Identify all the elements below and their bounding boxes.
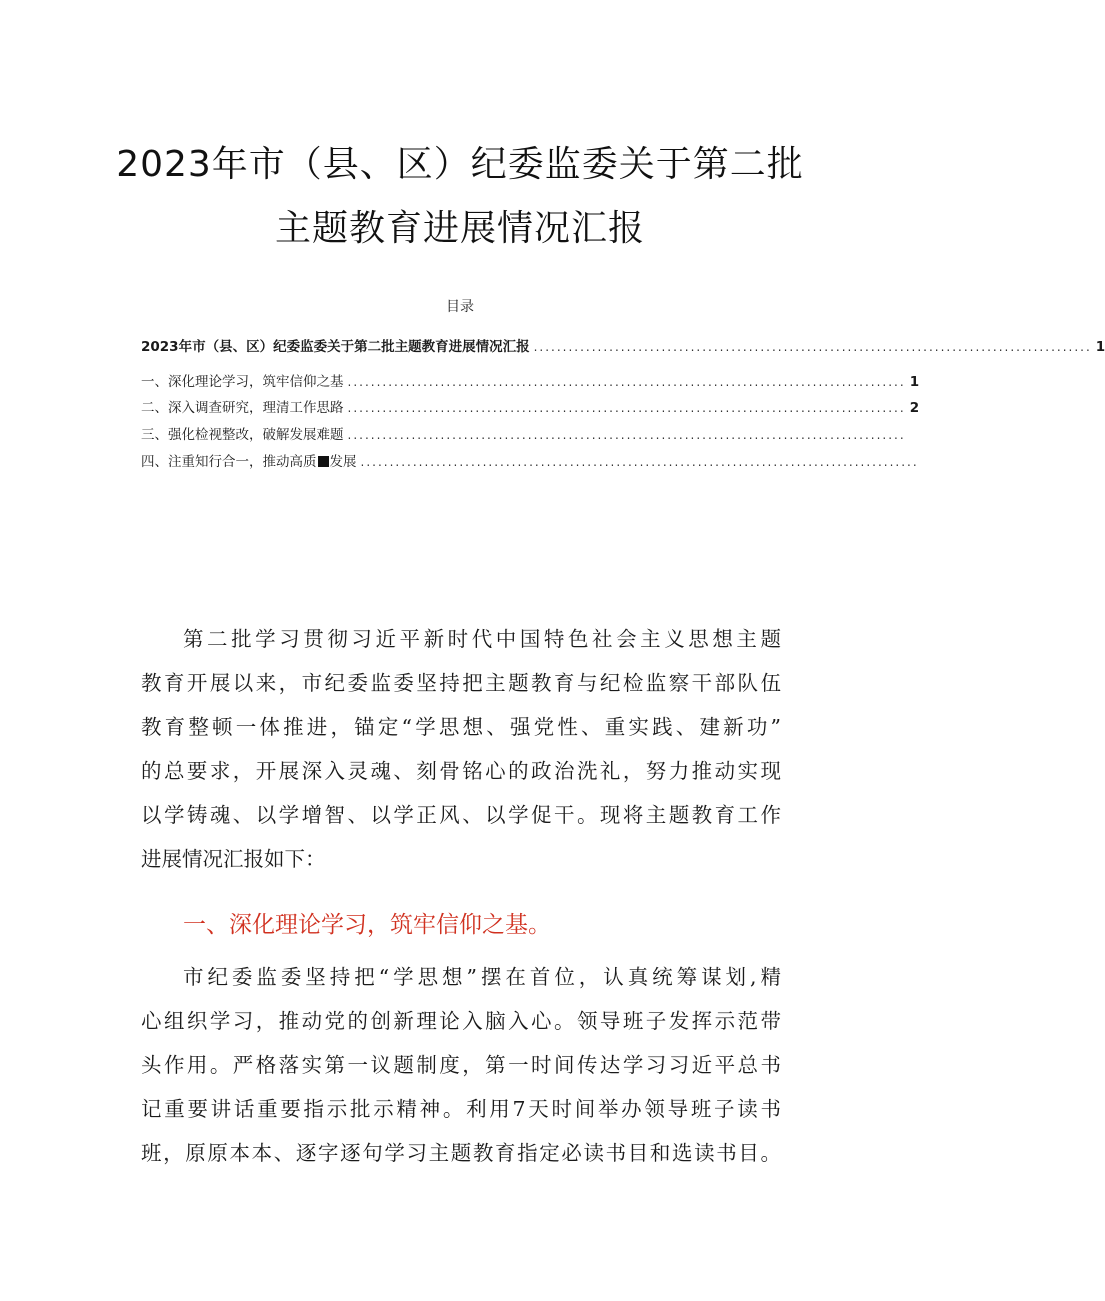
toc-entry[interactable] bbox=[141, 423, 906, 445]
paragraph-line: 教育开展以来，市纪委监委坚持把主题教育与纪检监察干部队伍 bbox=[141, 671, 781, 695]
toc-entry-text bbox=[141, 450, 357, 470]
toc-entry-text-part: 发展 bbox=[329, 454, 357, 470]
paragraph-line: 班，原原本本、逐字逐句学习主题教育指定必读书目和选读书目。 bbox=[141, 1141, 781, 1165]
toc-leader: ................................................................................................ bbox=[347, 401, 906, 415]
garbled-glyph-block bbox=[318, 456, 329, 467]
toc-entry-text: 2023年市（县、区）纪委监委关于第二批主题教育进展情况汇报 bbox=[141, 339, 530, 355]
paragraph-line: 头作用。严格落实第一议题制度，第一时间传达学习习近平总书 bbox=[141, 1053, 781, 1077]
toc-page-number: 1 bbox=[1095, 339, 1105, 355]
paragraph-line: 以学铸魂、以学增智、以学正风、以学促干。现将主题教育工作 bbox=[141, 803, 781, 827]
toc-leader: ................................................................................................ bbox=[347, 375, 906, 389]
paragraph-line: 进展情况汇报如下： bbox=[141, 847, 326, 871]
toc-entry-text: 二、深入调查研究，理清工作思路 bbox=[141, 400, 344, 416]
toc-entry[interactable] bbox=[141, 396, 920, 418]
paragraph-line: 记重要讲话重要指示批示精神。利用7天时间举办领导班子读书 bbox=[141, 1097, 781, 1121]
title-line-2: 主题教育进展情况汇报 bbox=[274, 208, 645, 249]
toc-entry-text: 一、深化理论学习，筑牢信仰之基 bbox=[141, 374, 344, 390]
title-line-1: 2023年市（县、区）纪委监委关于第二批 bbox=[116, 144, 804, 185]
toc-page-number: 1 bbox=[909, 374, 920, 390]
paragraph-line: 第二批学习贯彻习近平新时代中国特色社会主义思想主题 bbox=[183, 627, 781, 651]
toc-entry[interactable] bbox=[141, 450, 919, 472]
toc-heading: 目录 bbox=[446, 299, 474, 315]
paragraph-line: 教育整顿一体推进，锚定“学思想、强党性、重实践、建新功” bbox=[141, 715, 781, 739]
toc-entry[interactable] bbox=[141, 335, 1105, 357]
paragraph-line: 市纪委监委坚持把“学思想”摆在首位，认真统筹谋划,精 bbox=[183, 965, 781, 989]
toc-entry-text: 三、强化检视整改，破解发展难题 bbox=[141, 427, 344, 443]
toc-leader: ................................................................................................ bbox=[347, 428, 906, 442]
toc-page-number: 2 bbox=[909, 400, 920, 416]
paragraph-line: 的总要求，开展深入灵魂、刻骨铭心的政治洗礼，努力推动实现 bbox=[141, 759, 781, 783]
toc-entry[interactable] bbox=[141, 370, 920, 392]
toc-leader: ................................................................................................ bbox=[533, 340, 1092, 354]
toc-leader: ................................................................................................ bbox=[360, 455, 919, 469]
toc-entry-text-part: 四、注重知行合一，推动高质 bbox=[141, 454, 317, 470]
section-heading: 一、深化理论学习，筑牢信仰之基。 bbox=[183, 912, 551, 938]
paragraph-line: 心组织学习，推动党的创新理论入脑入心。领导班子发挥示范带 bbox=[141, 1009, 781, 1033]
